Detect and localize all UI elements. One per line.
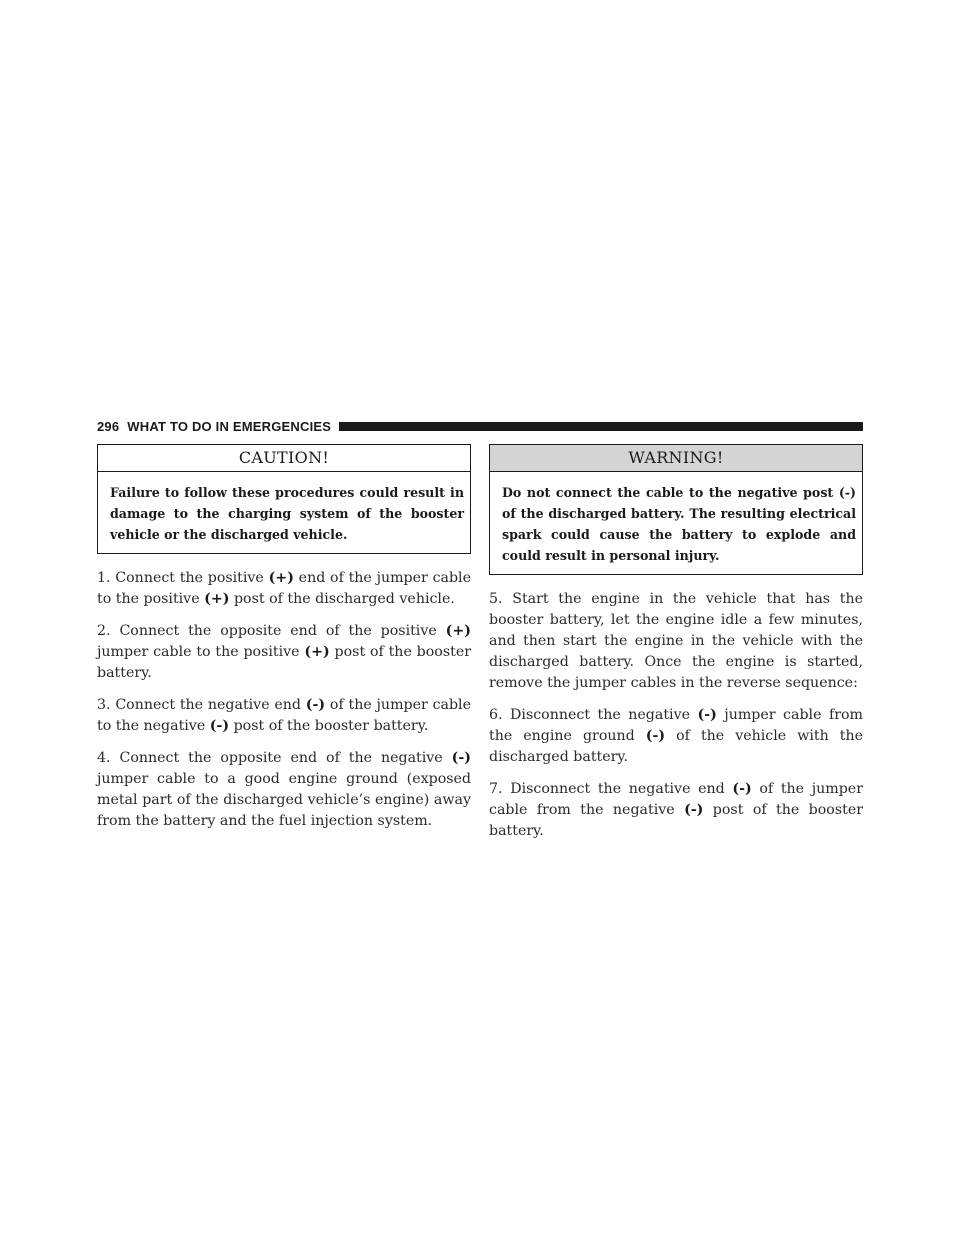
step-4: 4. Connect the opposite end of the negative (-) jumper cable to a good engine ground (exposed metal part of the discharged vehicle’s engine) away from the battery and the fuel injection system. bbox=[97, 750, 471, 829]
step-7: 7. Disconnect the negative end (-) of the jumper cable from the negative (-) post of the booster battery. bbox=[489, 781, 863, 839]
caution-title: CAUTION! bbox=[98, 445, 470, 472]
header-rule bbox=[339, 422, 863, 431]
left-column bbox=[97, 444, 471, 843]
step-5: 5. Start the engine in the vehicle that has the booster battery, let the engine idle a few minutes, and then start the engine in the vehicle with the discharged battery. Once the engine is started, remove the jumper cables in the reverse sequence: bbox=[489, 591, 863, 691]
warning-box bbox=[489, 444, 863, 575]
step-2: 2. Connect the opposite end of the positive (+) jumper cable to the positive (+) post of the booster battery. bbox=[97, 623, 471, 681]
page-number: 296 bbox=[97, 418, 120, 434]
warning-title: WARNING! bbox=[490, 445, 862, 472]
caution-box bbox=[97, 444, 471, 554]
page-header bbox=[97, 418, 863, 434]
section-title: WHAT TO DO IN EMERGENCIES bbox=[127, 418, 332, 434]
step-6: 6. Disconnect the negative (-) jumper cable from the engine ground (-) of the vehicle with the discharged battery. bbox=[489, 707, 864, 765]
warning-text: Do not connect the cable to the negative post (-) of the discharged battery. The resulting electrical spark could cause the battery to explode and could result in personal injury. bbox=[502, 485, 856, 563]
right-column bbox=[489, 444, 863, 853]
caution-text: Failure to follow these procedures could result in damage to the charging system of the booster vehicle or the discharged vehicle. bbox=[110, 485, 464, 542]
step-3: 3. Connect the negative end (-) of the jumper cable to the negative (-) post of the booster battery. bbox=[97, 697, 471, 734]
step-1: 1. Connect the positive (+) end of the jumper cable to the positive (+) post of the discharged vehicle. bbox=[97, 570, 471, 607]
